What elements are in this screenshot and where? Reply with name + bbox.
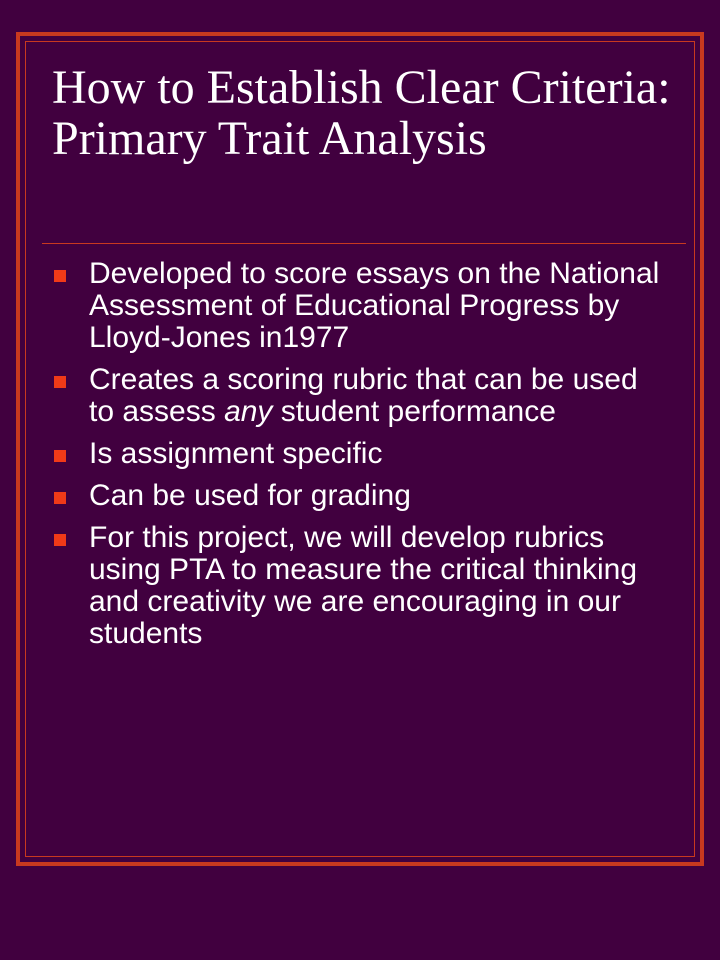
title-divider [42,243,686,244]
bullet-text: Can be used for grading [89,479,411,512]
square-bullet-icon [54,270,66,282]
bullet-item-scoring-rubric [52,364,662,428]
bullet-text: Is assignment specific [89,437,383,470]
square-bullet-icon [54,534,66,546]
bullet-emphasis-text: any [224,395,273,428]
bullet-text: For this project, we will develop rubrics using PTA to measure the critical thinking and creativity we are encouraging in our students [89,521,638,650]
slide-title: How to Establish Clear Criteria: Primary Trait Analysis [52,61,671,165]
bullet-text-end: student performance [272,395,556,428]
bullet-text: Developed to score essays on the National Assessment of Educational Progress by Lloyd-Jones in1977 [89,257,660,354]
bullet-item-project [52,522,662,650]
square-bullet-icon [54,492,66,504]
bullet-list [52,258,662,660]
bullet-text-start: Creates a scoring rubric that can be used to assess [89,363,638,428]
bullet-item-grading [52,480,662,512]
square-bullet-icon [54,450,66,462]
bullet-item-naep [52,258,662,354]
bullet-item-assignment-specific [52,438,662,470]
square-bullet-icon [54,376,66,388]
